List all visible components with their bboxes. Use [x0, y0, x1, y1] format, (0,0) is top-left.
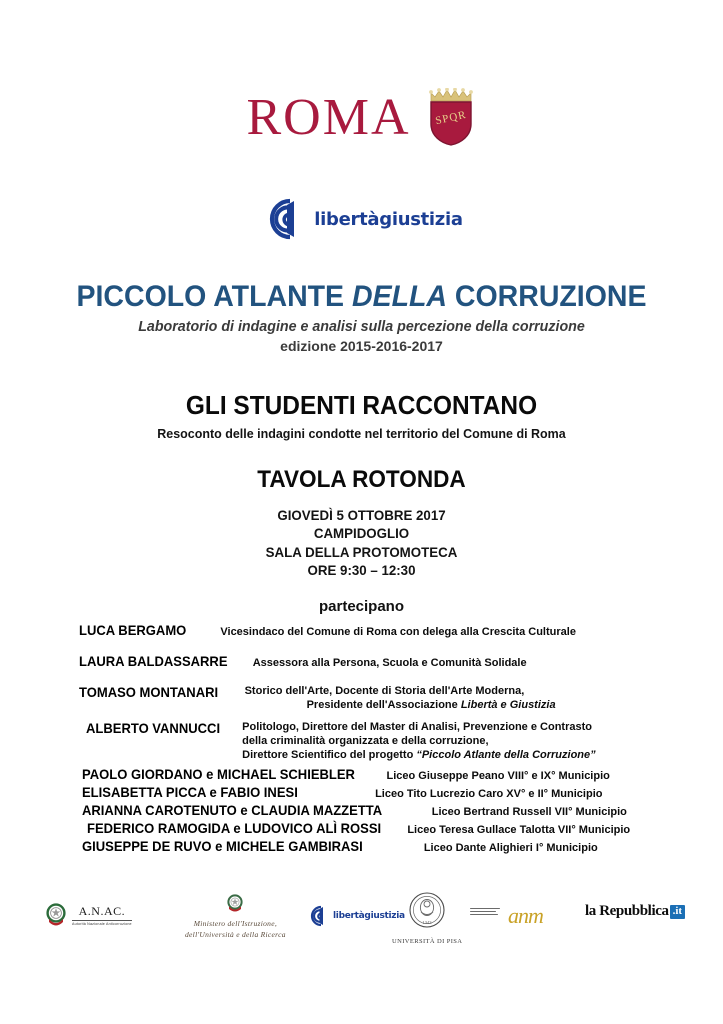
- tiny-text-line: [470, 911, 496, 912]
- event-date: GIOVEDÌ 5 OTTOBRE 2017: [277, 507, 446, 523]
- participants-label: partecipano: [318, 598, 405, 615]
- event-room: SALA DELLA PROTOMOTECA: [265, 543, 458, 560]
- la-repubblica-wordmark: la Repubblica: [585, 903, 669, 919]
- presenter-school: Liceo Giuseppe Peano VIII° e IX° Municipio: [386, 770, 610, 782]
- roma-crest-icon: [425, 88, 477, 148]
- speaker-role: [253, 653, 527, 670]
- speaker-role-emphasis: Libertà e Giustizia: [460, 699, 556, 712]
- unipi-logo: [392, 890, 462, 945]
- italian-republic-emblem-icon: [45, 902, 67, 928]
- title-block: [0, 281, 723, 354]
- speaker-role-emphasis: “Piccolo Atlante della Corruzione”: [416, 749, 596, 762]
- libertagiustizia-footer-logo: [306, 904, 405, 928]
- presenter-row: [0, 784, 723, 802]
- unipi-year: 1343: [422, 920, 432, 925]
- subtitle: Laboratorio di indagine e analisi sulla percezione della corruzione: [138, 317, 585, 335]
- event-time: ORE 9:30 – 12:30: [307, 562, 416, 579]
- spqr-text: SPQR: [433, 108, 468, 128]
- speaker-row: [0, 720, 723, 762]
- roma-logo: [0, 88, 723, 148]
- event-venue: CAMPIDOGLIO: [313, 525, 410, 542]
- concentric-arcs-icon: [260, 196, 312, 242]
- anm-subtitle-lines: [470, 908, 500, 917]
- presenter-names: FEDERICO RAMOGIDA e LUDOVICO ALÌ ROSSI: [87, 820, 382, 836]
- la-repubblica-logo: [585, 904, 685, 919]
- speaker-name: TOMASO MONTANARI: [79, 684, 219, 701]
- presenter-row: [0, 820, 723, 838]
- presenter-names: ARIANNA CAROTENUTO e CLAUDIA MAZZETTA: [82, 802, 383, 818]
- libertagiustizia-footer-text: libertàgiustizia: [333, 911, 405, 921]
- footer-logo-strip: [0, 888, 723, 948]
- main-title-italic: DELLA: [351, 280, 447, 313]
- speaker-role: [242, 720, 595, 762]
- speaker-name: LUCA BERGAMO: [79, 622, 187, 638]
- libertagiustizia-logo: [0, 196, 723, 242]
- students-heading: GLI STUDENTI RACCONTANO: [185, 390, 538, 420]
- tiny-text-line: [470, 914, 498, 915]
- speaker-role-line: Politologo, Direttore del Master di Analisi, Prevenzione e Contrasto: [242, 721, 592, 734]
- presenter-school: Liceo Bertrand Russell VII° Municipio: [431, 806, 627, 818]
- la-repubblica-domain-badge: .it: [670, 905, 685, 919]
- unipi-seal-icon: [406, 890, 448, 932]
- students-subheading: Resoconto delle indagini condotte nel territorio del Comune di Roma: [157, 426, 566, 441]
- presenter-row: [0, 766, 723, 784]
- presenter-names: ELISABETTA PICCA e FABIO INESI: [82, 784, 298, 800]
- speaker-role-text: Presidente dell'Associazione: [306, 699, 461, 712]
- speaker-name: ALBERTO VANNUCCI: [86, 720, 221, 737]
- speaker-name: LAURA BALDASSARRE: [79, 653, 228, 670]
- anm-wordmark: anm: [508, 903, 543, 928]
- anac-subtitle: Autorità Nazionale Anticorruzione: [72, 922, 132, 926]
- event-details: [18, 506, 705, 580]
- speaker-role-line: Storico dell'Arte, Docente di Storia dell'Arte Moderna,: [244, 685, 525, 698]
- presenters-list: [0, 766, 723, 856]
- presenter-school: Liceo Dante Alighieri I° Municipio: [423, 842, 598, 854]
- libertagiustizia-text: libertàgiustizia: [314, 208, 463, 230]
- anac-title: A.N.AC.: [72, 904, 132, 921]
- roma-wordmark: ROMA: [246, 89, 411, 146]
- speaker-role-text: Direttore Scientifico del progetto: [242, 749, 417, 762]
- italian-republic-emblem-icon: [226, 893, 244, 913]
- speaker-role-line: [245, 698, 556, 712]
- miur-logo: [185, 893, 286, 941]
- speaker-row: [0, 684, 723, 712]
- speaker-role-line: della criminalità organizzata e della corruzione,: [242, 735, 489, 748]
- presenter-school: Liceo Teresa Gullace Talotta VII° Municipio: [407, 824, 631, 836]
- presenter-row: [0, 802, 723, 820]
- students-section: [0, 390, 723, 441]
- main-title-part2: CORRUZIONE: [446, 280, 647, 313]
- edition-line: edizione 2015-2016-2017: [280, 337, 443, 354]
- speaker-role: [220, 622, 576, 639]
- presenter-names: PAOLO GIORDANO e MICHAEL SCHIEBLER: [82, 766, 355, 782]
- shield-icon: [429, 100, 473, 146]
- unipi-name: UNIVERSITÀ DI PISA: [392, 938, 463, 945]
- anac-logo: [45, 902, 132, 928]
- presenter-names: GIUSEPPE DE RUVO e MICHELE GAMBIRASI: [82, 838, 363, 854]
- event-section: [0, 466, 723, 580]
- event-heading: TAVOLA ROTONDA: [257, 466, 466, 493]
- presenter-row: [0, 838, 723, 856]
- anm-logo: [508, 905, 543, 927]
- miur-line-2: dell'Università e della Ricerca: [185, 930, 286, 940]
- speakers-list: [0, 622, 723, 771]
- speaker-role: [245, 684, 556, 712]
- main-title: [18, 281, 705, 313]
- speaker-role-line: Assessora alla Persona, Scuola e Comunità Solidale: [252, 657, 527, 670]
- speaker-row: [0, 622, 723, 639]
- miur-text-block: [185, 918, 286, 941]
- presenter-school: Liceo Tito Lucrezio Caro XV° e II° Municipio: [375, 788, 603, 800]
- speaker-role-line: [242, 748, 595, 762]
- concentric-arcs-icon: [306, 904, 332, 928]
- speaker-row: [0, 653, 723, 670]
- anac-text-block: [72, 904, 132, 926]
- miur-line-1: Ministero dell'Istruzione,: [193, 919, 278, 928]
- main-title-part1: PICCOLO ATLANTE: [76, 280, 352, 313]
- speaker-role-line: Vicesindaco del Comune di Roma con delega alla Crescita Culturale: [220, 626, 576, 638]
- tiny-text-line: [470, 908, 500, 909]
